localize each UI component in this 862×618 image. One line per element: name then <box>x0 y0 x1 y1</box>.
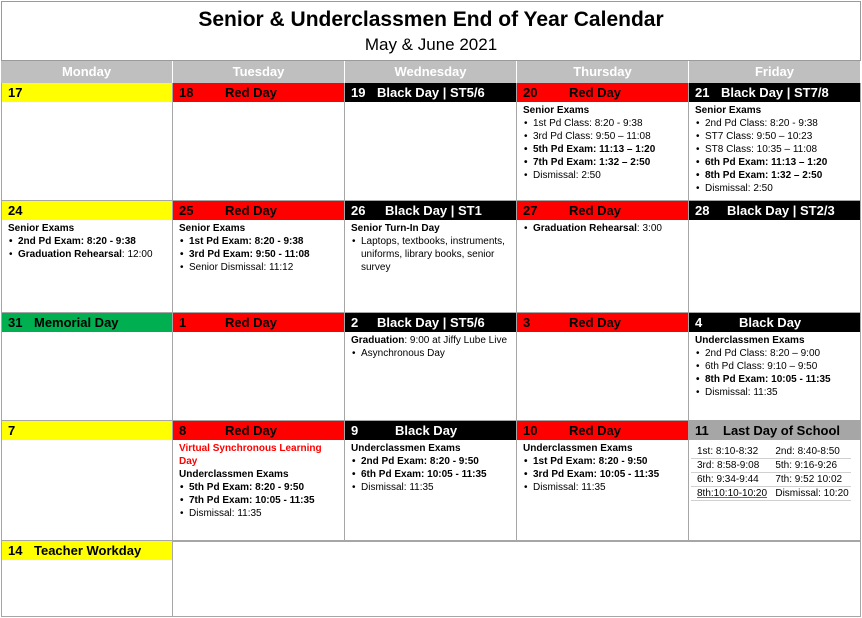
day-number: 4 <box>695 315 703 330</box>
day-header <box>689 83 860 102</box>
day-details <box>345 220 516 274</box>
list-item: • Dismissal: 11:35 <box>351 481 510 494</box>
day-header <box>689 201 860 220</box>
day-number: 18 <box>179 85 194 100</box>
weekday-header-monday: Monday <box>1 61 173 83</box>
list-item: • 1st Pd Exam: 8:20 - 9:50 <box>523 455 682 468</box>
day-number: 31 <box>8 315 23 330</box>
schedule-entry: 6th: 9:34-9:44 <box>691 473 769 487</box>
day-header <box>173 421 344 440</box>
day-cell <box>689 313 861 421</box>
page-title: Senior & Underclassmen End of Year Calendar <box>198 8 664 31</box>
schedule-entry: 5th: 9:16-9:26 <box>769 459 851 473</box>
day-details <box>689 440 860 501</box>
section-heading: Underclassmen Exams <box>179 469 289 480</box>
event-detail: : 12:00 <box>121 249 153 260</box>
list-item: • 8th Pd Exam: 10:05 - 11:35 <box>695 373 854 386</box>
schedule-entry: 3rd: 8:58-9:08 <box>691 459 769 473</box>
section-heading: Senior Exams <box>179 223 246 234</box>
list-item <box>523 222 682 235</box>
list-item: • 8th Pd Exam: 1:32 – 2:50 <box>695 169 854 182</box>
list-item: • Senior Dismissal: 11:12 <box>179 261 338 274</box>
day-number: 7 <box>8 423 16 438</box>
detail-list <box>351 347 510 360</box>
event-name: Graduation Rehearsal <box>18 249 122 260</box>
day-header <box>345 201 516 220</box>
list-item: • 7th Pd Exam: 1:32 – 2:50 <box>523 156 682 169</box>
schedule-entry: 7th: 9:52 10:02 <box>769 473 851 487</box>
day-header <box>689 313 860 332</box>
day-type-label: Red Day <box>569 203 622 218</box>
list-item: • Dismissal: 11:35 <box>695 386 854 399</box>
detail-list <box>523 455 682 494</box>
detail-list <box>8 235 166 261</box>
day-header <box>689 421 860 440</box>
bell-schedule-table <box>691 445 851 501</box>
list-item: • Dismissal: 2:50 <box>695 182 854 195</box>
detail-list <box>523 222 682 235</box>
day-details <box>2 220 172 261</box>
table-row <box>691 487 851 501</box>
table-row <box>691 445 851 459</box>
day-number: 25 <box>179 203 194 218</box>
list-item: • ST7 Class: 9:50 – 10:23 <box>695 130 854 143</box>
day-type-label: Black Day | ST7/8 <box>721 85 829 100</box>
day-details <box>345 332 516 360</box>
day-header <box>173 83 344 102</box>
section-heading: Underclassmen Exams <box>695 335 805 346</box>
day-details <box>517 220 688 235</box>
day-cell <box>173 83 345 201</box>
day-cell <box>173 421 345 541</box>
day-cell <box>173 201 345 313</box>
list-item: • 5th Pd Exam: 8:20 - 9:50 <box>179 481 338 494</box>
day-cell <box>517 83 689 201</box>
list-item: • 3rd Pd Exam: 9:50 - 11:08 <box>179 248 338 261</box>
day-details <box>689 332 860 399</box>
list-item: • 2nd Pd Class: 8:20 – 9:00 <box>695 347 854 360</box>
detail-list <box>695 347 854 399</box>
table-row <box>691 473 851 487</box>
section-heading: Senior Turn-In Day <box>351 223 440 234</box>
day-number: 9 <box>351 423 359 438</box>
section-heading: Underclassmen Exams <box>523 443 633 454</box>
list-item: • ST8 Class: 10:35 – 11:08 <box>695 143 854 156</box>
day-header <box>517 313 688 332</box>
day-type-label: Black Day | ST5/6 <box>377 315 485 330</box>
detail-list <box>179 235 338 274</box>
event-name: Graduation <box>351 335 405 346</box>
list-item: • 6th Pd Exam: 10:05 - 11:35 <box>351 468 510 481</box>
day-number: 26 <box>351 203 366 218</box>
day-header <box>2 313 172 332</box>
day-details <box>173 440 344 520</box>
schedule-entry: 1st: 8:10-8:32 <box>691 445 769 459</box>
day-type-label: Red Day <box>569 85 622 100</box>
day-number: 20 <box>523 85 538 100</box>
day-number: 27 <box>523 203 538 218</box>
day-cell <box>517 201 689 313</box>
day-cell <box>173 313 345 421</box>
section-heading: Senior Exams <box>8 223 75 234</box>
list-item: • 6th Pd Class: 9:10 – 9:50 <box>695 360 854 373</box>
table-row <box>691 459 851 473</box>
list-item <box>8 248 166 261</box>
day-number: 24 <box>8 203 23 218</box>
schedule-entry: 8th:10:10-10:20 <box>691 487 769 501</box>
day-type-label: Black Day | ST5/6 <box>377 85 485 100</box>
schedule-entry: Dismissal: 10:20 <box>769 487 851 501</box>
day-number: 14 <box>8 543 23 558</box>
list-item: • 2nd Pd Exam: 8:20 - 9:38 <box>8 235 166 248</box>
list-item: • 2nd Pd Exam: 8:20 - 9:50 <box>351 455 510 468</box>
day-type-label: Teacher Workday <box>34 543 142 558</box>
day-number: 10 <box>523 423 538 438</box>
list-item: • Asynchronous Day <box>351 347 510 360</box>
detail-list <box>695 117 854 195</box>
list-item: • 6th Pd Exam: 11:13 – 1:20 <box>695 156 854 169</box>
list-item: • Dismissal: 11:35 <box>523 481 682 494</box>
section-heading: Underclassmen Exams <box>351 443 461 454</box>
day-type-label: Memorial Day <box>34 315 119 330</box>
day-cell <box>345 313 517 421</box>
list-item: • 2nd Pd Class: 8:20 - 9:38 <box>695 117 854 130</box>
day-details <box>517 102 688 182</box>
day-details <box>517 440 688 494</box>
day-type-label: Red Day <box>569 315 622 330</box>
day-header <box>2 201 172 220</box>
day-number: 11 <box>695 423 709 438</box>
day-cell <box>689 421 861 541</box>
weekday-header-friday: Friday <box>689 61 861 83</box>
detail-list <box>523 117 682 182</box>
weekday-header-thursday: Thursday <box>517 61 689 83</box>
detail-list <box>351 455 510 494</box>
day-cell <box>1 541 173 617</box>
bell-schedule <box>691 445 858 501</box>
day-header <box>345 421 516 440</box>
schedule-entry: 2nd: 8:40-8:50 <box>769 445 851 459</box>
event-line <box>351 334 510 347</box>
detail-list <box>351 235 510 274</box>
day-cell <box>1 201 173 313</box>
day-number: 1 <box>179 315 187 330</box>
day-header <box>2 421 172 440</box>
day-details <box>345 440 516 494</box>
day-type-label: Black Day | ST2/3 <box>727 203 835 218</box>
empty-week-area <box>173 541 861 617</box>
day-number: 17 <box>8 85 23 100</box>
day-header <box>345 313 516 332</box>
day-details <box>173 220 344 274</box>
list-item: • Dismissal: 11:35 <box>179 507 338 520</box>
detail-list <box>179 481 338 520</box>
day-type-label: Red Day <box>225 423 278 438</box>
day-header <box>517 83 688 102</box>
day-cell <box>689 83 861 201</box>
list-item: • 1st Pd Class: 8:20 - 9:38 <box>523 117 682 130</box>
day-number: 8 <box>179 423 187 438</box>
day-header <box>173 201 344 220</box>
day-type-label: Red Day <box>225 85 278 100</box>
weekday-header-tuesday: Tuesday <box>173 61 345 83</box>
day-type-label: Red Day <box>569 423 622 438</box>
list-item: • 5th Pd Exam: 11:13 – 1:20 <box>523 143 682 156</box>
day-details <box>689 102 860 195</box>
event-name: Graduation Rehearsal <box>533 223 637 234</box>
list-item: • 1st Pd Exam: 8:20 - 9:38 <box>179 235 338 248</box>
event-detail: : 9:00 at Jiffy Lube Live <box>404 335 508 346</box>
weekday-header-wednesday: Wednesday <box>345 61 517 83</box>
day-cell <box>689 201 861 313</box>
day-type-label: Last Day of School <box>723 423 841 438</box>
list-item: • 3rd Pd Exam: 10:05 - 11:35 <box>523 468 682 481</box>
day-header <box>345 83 516 102</box>
day-header <box>517 201 688 220</box>
day-type-label: Black Day <box>739 315 802 330</box>
day-number: 21 <box>695 85 710 100</box>
day-cell <box>1 313 173 421</box>
day-cell <box>1 421 173 541</box>
day-number: 19 <box>351 85 366 100</box>
day-header <box>173 313 344 332</box>
day-cell <box>345 421 517 541</box>
day-cell <box>517 313 689 421</box>
day-type-label: Red Day <box>225 203 278 218</box>
calendar-title-box <box>1 1 861 61</box>
day-cell <box>345 201 517 313</box>
day-cell <box>345 83 517 201</box>
event-detail: : 3:00 <box>636 223 662 234</box>
list-item: • Dismissal: 2:50 <box>523 169 682 182</box>
day-header <box>2 83 172 102</box>
page-subtitle: May & June 2021 <box>364 35 498 54</box>
day-type-label: Red Day <box>225 315 278 330</box>
day-type-label: Black Day <box>395 423 458 438</box>
virtual-learning-note: Virtual Synchronous Learning Day <box>179 443 322 467</box>
list-item: • 3rd Pd Class: 9:50 – 11:08 <box>523 130 682 143</box>
list-item: • 7th Pd Exam: 10:05 - 11:35 <box>179 494 338 507</box>
day-number: 2 <box>351 315 359 330</box>
day-header <box>517 421 688 440</box>
day-cell <box>1 83 173 201</box>
day-number: 3 <box>523 315 531 330</box>
day-header <box>2 541 172 560</box>
day-type-label: Black Day | ST1 <box>385 203 482 218</box>
day-number: 28 <box>695 203 710 218</box>
list-item: • Laptops, textbooks, instruments, uniforms, library books, senior survey <box>351 235 510 274</box>
day-cell <box>517 421 689 541</box>
section-heading: Senior Exams <box>523 105 590 116</box>
section-heading: Senior Exams <box>695 105 762 116</box>
